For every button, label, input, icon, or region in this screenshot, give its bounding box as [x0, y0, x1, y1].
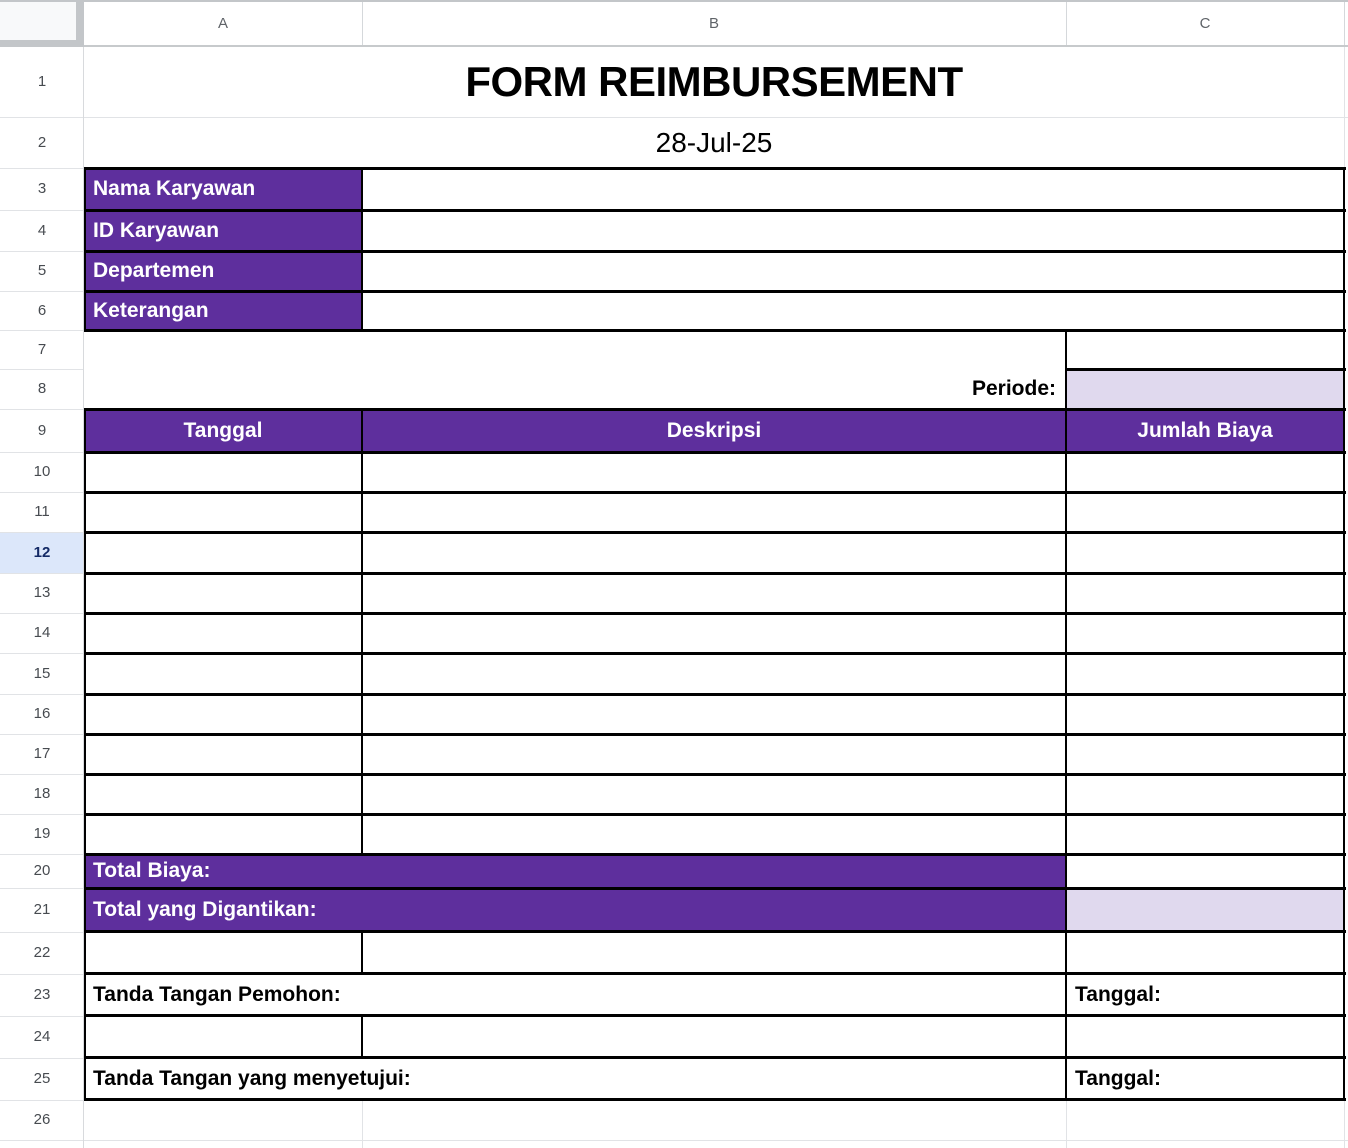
expense-cell-tanggal[interactable]	[84, 733, 362, 773]
expense-cell-deskripsi[interactable]	[362, 532, 1066, 572]
cell-border	[84, 451, 1346, 454]
column-separator	[362, 2, 363, 45]
select-all-corner[interactable]	[0, 2, 76, 40]
cell-border	[84, 531, 1346, 534]
cell-border	[1065, 329, 1067, 1101]
total-digantikan-value[interactable]	[1066, 888, 1344, 932]
gridline	[0, 573, 84, 574]
expense-cell-tanggal[interactable]	[84, 774, 362, 814]
row-header-2[interactable]: 2	[37, 134, 47, 151]
cell-c7[interactable]	[1066, 330, 1344, 369]
gridline	[0, 694, 84, 695]
gridline	[0, 210, 84, 211]
gridline	[0, 734, 84, 735]
row-header-25[interactable]: 25	[33, 1070, 51, 1087]
cell-border	[84, 930, 1346, 933]
total-digantikan-label[interactable]: Total yang Digantikan:	[84, 888, 1066, 932]
expense-cell-jumlah[interactable]	[1066, 774, 1344, 814]
expense-cell-jumlah[interactable]	[1066, 693, 1344, 733]
gridline	[0, 932, 84, 933]
cell-border	[361, 167, 363, 332]
row-header-20[interactable]: 20	[33, 862, 51, 879]
gridline	[0, 1058, 84, 1059]
expense-cell-jumlah[interactable]	[1066, 733, 1344, 773]
column-separator	[1344, 2, 1345, 45]
cell-border	[84, 250, 1346, 253]
cell-border	[84, 733, 1346, 736]
gridline	[1066, 1100, 1067, 1148]
cell-border	[84, 693, 1346, 696]
row-header-17[interactable]: 17	[33, 745, 51, 762]
cell-border	[84, 1014, 1346, 1017]
gridline	[0, 814, 84, 815]
expense-cell-jumlah[interactable]	[1066, 532, 1344, 572]
row-header-26[interactable]: 26	[33, 1111, 51, 1128]
expense-cell-deskripsi[interactable]	[362, 774, 1066, 814]
expense-cell-tanggal[interactable]	[84, 653, 362, 693]
gridline	[0, 613, 84, 614]
gridline	[0, 1140, 84, 1141]
gridline	[0, 291, 84, 292]
expense-cell-deskripsi[interactable]	[362, 814, 1066, 854]
row-header-22[interactable]: 22	[33, 944, 51, 961]
gridline	[0, 117, 84, 118]
pemohon-signature-label[interactable]: Tanda Tangan Pemohon:	[93, 983, 341, 1006]
expense-cell-deskripsi[interactable]	[362, 653, 1066, 693]
cell-border	[84, 652, 1346, 655]
cell-a22[interactable]	[84, 932, 362, 974]
cell-border	[84, 290, 1346, 293]
gridline	[0, 888, 84, 889]
form-date-cell[interactable]: 28-Jul-25	[655, 127, 773, 158]
cell-border	[84, 612, 1346, 615]
row-header-11[interactable]: 11	[34, 503, 50, 520]
row-header-1[interactable]: 1	[37, 73, 47, 90]
gridline	[0, 251, 84, 252]
expense-header-tanggal[interactable]: Tanggal	[84, 409, 362, 452]
cell-border	[84, 408, 86, 1101]
field-label-keterangan[interactable]: Keterangan	[84, 291, 362, 330]
column-header-b[interactable]: B	[362, 2, 1066, 45]
expense-cell-deskripsi[interactable]	[362, 573, 1066, 613]
row-header-6[interactable]: 6	[37, 302, 47, 319]
row-header-12-selected[interactable]: 12	[33, 544, 51, 561]
gridline	[0, 409, 84, 410]
field-label-id-karyawan[interactable]: ID Karyawan	[84, 210, 362, 251]
cell-border	[84, 1098, 1346, 1101]
expense-cell-jumlah[interactable]	[1066, 814, 1344, 854]
gridline	[0, 492, 84, 493]
periode-label[interactable]: Periode:	[971, 377, 1056, 400]
cell-border	[361, 1014, 363, 1058]
cell-b24[interactable]	[362, 1016, 1066, 1058]
expense-cell-jumlah[interactable]	[1066, 613, 1344, 653]
corner-bottom-bar	[0, 40, 84, 47]
expense-cell-tanggal[interactable]	[84, 573, 362, 613]
cell-border	[84, 773, 1346, 776]
expense-cell-deskripsi[interactable]	[362, 492, 1066, 532]
total-biaya-value[interactable]	[1066, 854, 1344, 888]
cell-border	[84, 209, 1346, 212]
field-input-departemen[interactable]	[362, 251, 1344, 291]
cell-b22[interactable]	[362, 932, 1066, 974]
row-header-24[interactable]: 24	[33, 1028, 51, 1045]
cell-a24[interactable]	[84, 1016, 362, 1058]
expense-cell-tanggal[interactable]	[84, 613, 362, 653]
expense-cell-jumlah[interactable]	[1066, 653, 1344, 693]
row-header-16[interactable]: 16	[33, 705, 51, 722]
row-header-10[interactable]: 10	[33, 463, 51, 480]
gridline	[362, 1100, 363, 1148]
pemohon-tanggal-label[interactable]: Tanggal:	[1075, 983, 1161, 1006]
row-header-5[interactable]: 5	[37, 262, 47, 279]
gridline	[0, 653, 84, 654]
cell-border	[84, 972, 1346, 975]
cell-border	[84, 408, 1346, 411]
expense-cell-deskripsi[interactable]	[362, 693, 1066, 733]
row-header-3[interactable]: 3	[37, 180, 47, 197]
expense-cell-tanggal[interactable]	[84, 693, 362, 733]
cell-border	[84, 167, 1346, 170]
cell-border	[84, 491, 1346, 494]
field-input-id-karyawan[interactable]	[362, 210, 1344, 251]
expense-cell-tanggal[interactable]	[84, 814, 362, 854]
cell-c22[interactable]	[1066, 932, 1344, 974]
column-header-a[interactable]: A	[84, 2, 362, 45]
cell-border	[361, 930, 363, 974]
row-header-19[interactable]: 19	[33, 825, 51, 842]
form-title-cell[interactable]: FORM REIMBURSEMENT	[465, 58, 963, 105]
menyetujui-signature-label[interactable]: Tanda Tangan yang menyetujui:	[93, 1067, 411, 1090]
cell-border	[361, 408, 363, 855]
periode-input[interactable]	[1066, 369, 1344, 409]
gridline	[0, 1100, 84, 1101]
cell-border	[84, 813, 1346, 816]
cell-border	[84, 167, 86, 332]
column-separator	[1066, 2, 1067, 45]
expense-cell-deskripsi[interactable]	[362, 452, 1066, 492]
row-header-7[interactable]: 7	[37, 341, 47, 358]
total-biaya-label[interactable]: Total Biaya:	[84, 854, 1066, 888]
column-header-c[interactable]: C	[1066, 2, 1344, 45]
gridline	[0, 330, 84, 331]
gridline	[0, 974, 84, 975]
cell-border	[84, 1056, 1346, 1059]
row-header-15[interactable]: 15	[33, 665, 51, 682]
gridline	[0, 532, 84, 533]
menyetujui-tanggal-label[interactable]: Tanggal:	[1075, 1067, 1161, 1090]
expense-cell-jumlah[interactable]	[1066, 452, 1344, 492]
gridline	[0, 774, 84, 775]
expense-header-deskripsi[interactable]: Deskripsi	[362, 409, 1066, 452]
cell-border	[1066, 368, 1346, 371]
cell-border	[84, 887, 1346, 890]
row-header-23[interactable]: 23	[33, 986, 51, 1003]
row-header-8[interactable]: 8	[37, 380, 47, 397]
field-input-nama-karyawan[interactable]	[362, 168, 1344, 210]
field-input-keterangan[interactable]	[362, 291, 1344, 330]
expense-cell-deskripsi[interactable]	[362, 733, 1066, 773]
row-header-18[interactable]: 18	[33, 785, 51, 802]
cell-border	[84, 572, 1346, 575]
row-header-4[interactable]: 4	[37, 222, 47, 239]
gridline	[0, 168, 84, 169]
row-header-21[interactable]: 21	[33, 901, 51, 918]
expense-cell-deskripsi[interactable]	[362, 613, 1066, 653]
expense-cell-tanggal[interactable]	[84, 452, 362, 492]
expense-header-jumlah-biaya[interactable]: Jumlah Biaya	[1066, 409, 1344, 452]
cell-border	[1343, 167, 1345, 1101]
gridline	[0, 452, 84, 453]
gridline	[0, 1016, 84, 1017]
expense-cell-jumlah[interactable]	[1066, 492, 1344, 532]
row-header-13[interactable]: 13	[33, 584, 51, 601]
gridline	[0, 369, 84, 370]
gridline	[84, 1140, 1348, 1141]
row-header-14[interactable]: 14	[33, 624, 51, 641]
expense-cell-jumlah[interactable]	[1066, 573, 1344, 613]
expense-cell-tanggal[interactable]	[84, 532, 362, 572]
cell-border	[84, 329, 1346, 332]
field-label-departemen[interactable]: Departemen	[84, 251, 362, 291]
row-header-9[interactable]: 9	[37, 422, 47, 439]
cell-c24[interactable]	[1066, 1016, 1344, 1058]
expense-cell-tanggal[interactable]	[84, 492, 362, 532]
gridline	[0, 854, 84, 855]
cell-border	[84, 853, 1346, 856]
field-label-nama-karyawan[interactable]: Nama Karyawan	[84, 168, 362, 210]
